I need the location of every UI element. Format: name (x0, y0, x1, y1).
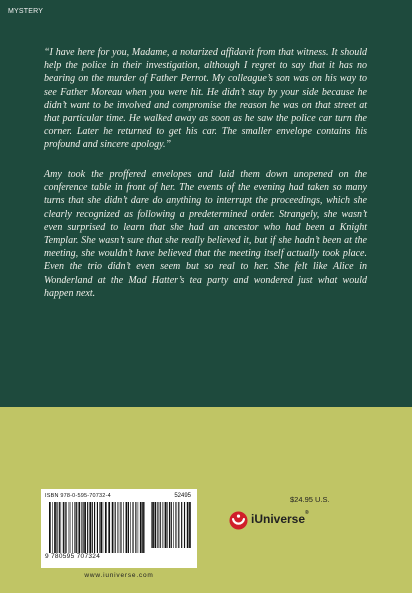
barcode-box (41, 489, 197, 568)
publisher-website: www.iuniverse.com (84, 572, 154, 579)
barcode-digits: 9 780595 707324 (45, 553, 101, 560)
genre-label: MYSTERY (8, 8, 44, 15)
publisher-logo (229, 509, 329, 531)
price-code: 52495 (174, 493, 191, 499)
iuniverse-logo-icon (229, 511, 248, 530)
isbn-text: ISBN 978-0-595-70732-4 (45, 493, 111, 499)
barcode-bars (49, 502, 145, 553)
price-label: $24.95 U.S. (290, 495, 330, 504)
publisher-name: iUniverse® (251, 510, 309, 526)
synopsis-paragraph: Amy took the proffered envelopes and laid them down unopened on the conference table in front of her. The events of the evening had taken so many turns that she didn’t dare do anything to interrupt the proceedings, which she clearly recognized as following a predetermined order. Strangely, she wasn’t even surprised to learn that she had an ancestor who had been a Knight Templar. She wasn’t sure that she really believed it, but if she hadn’t been at the meeting, she wouldn’t have believed that the meeting itself actually took place. Even the trio didn’t even seem but so real to her. She felt like Alice in Wonderland at the Mad Hatter’s tea party and wondered just what would happen next. (44, 169, 367, 299)
barcode-supplement-bars (151, 502, 191, 548)
excerpt-quote: “I have here for you, Madame, a notarized affidavit from that witness. It should help the police in their investigation, although I regret to say that it has no bearing on the murder of Father Perrot. My colleague’s son was on his way to see Father Moreau when you were hit. He didn’t stay by your side because he didn’t want to be involved and compromise the reason he was on that street at that particular time. He walked away as soon as he saw the police car turn the corner. Later he returned to get his car. The smaller envelope contains his profound and sincere apology.” (44, 47, 367, 151)
